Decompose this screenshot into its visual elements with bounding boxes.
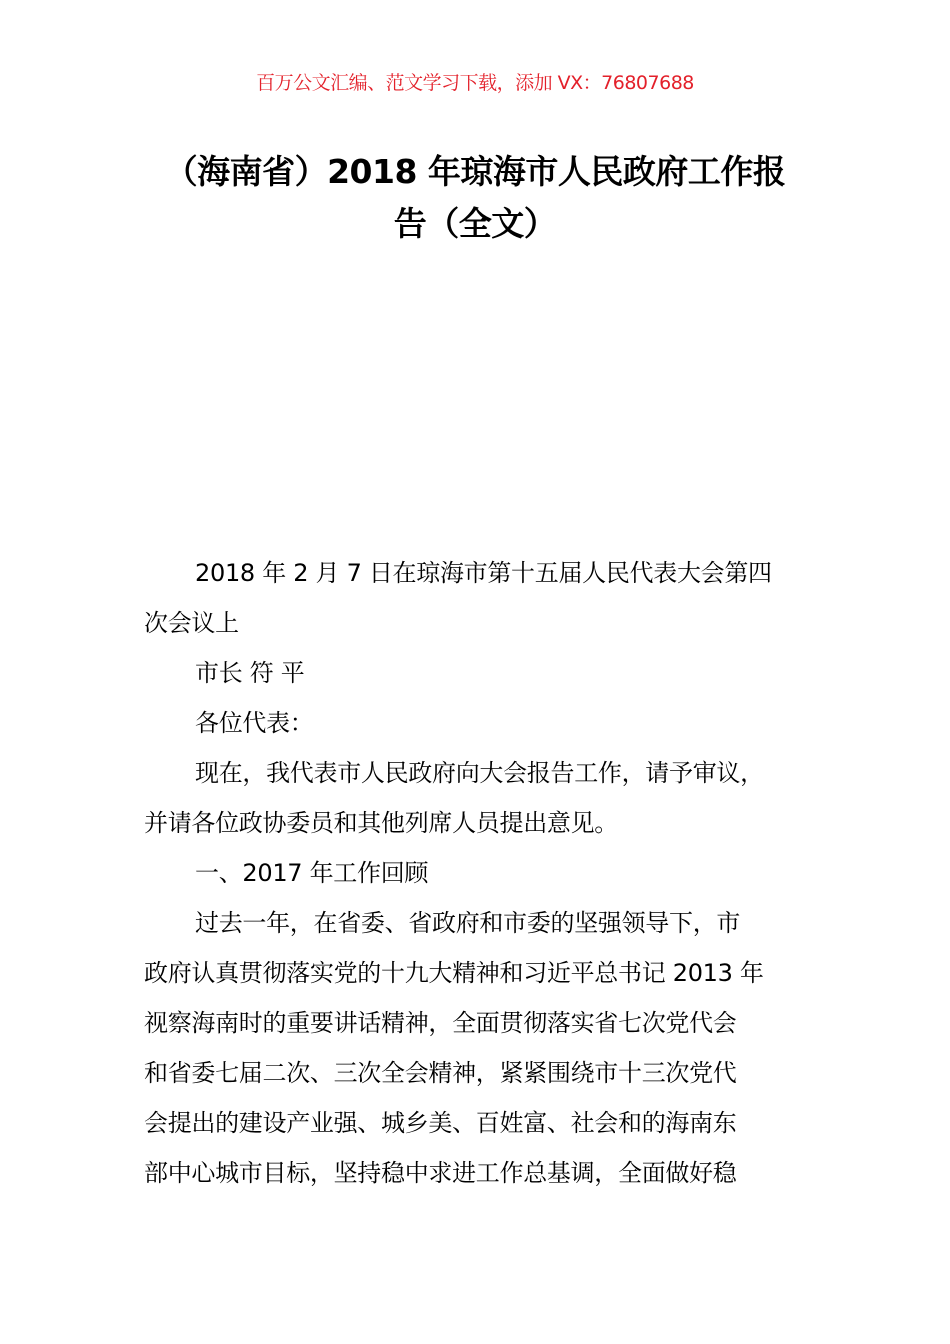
body-text-line: 并请各位政协委员和其他列席人员提出意见。 [144,809,618,837]
body-text-line: 次会议上 [144,609,239,637]
body-text-line: 市长 符 平 [195,659,305,687]
body-text-line: 现在，我代表市人民政府向大会报告工作，请予审议， [195,759,764,787]
watermark-header: 百万公文汇编、范文学习下载，添加 VX：76807688 [256,72,694,94]
body-text-line: 政府认真贯彻落实党的十九大精神和习近平总书记 2013 年 [144,959,764,987]
body-text-line: 2018 年 2 月 7 日在琼海市第十五届人民代表大会第四 [195,559,772,587]
document-title [0,146,950,250]
body-text-line: 部中心城市目标，坚持稳中求进工作总基调，全面做好稳 [144,1159,737,1187]
title-line-1: （海南省）2018 年琼海市人民政府工作报 [164,152,786,191]
body-text-line: 过去一年，在省委、省政府和市委的坚强领导下，市 [195,909,741,937]
document-body [144,548,844,1198]
body-text-line: 一、2017 年工作回顾 [195,859,429,887]
title-line-2: 告（全文） [393,204,557,243]
body-text-line: 各位代表： [195,709,314,737]
body-text-line: 会提出的建设产业强、城乡美、百姓富、社会和的海南东 [144,1109,737,1137]
body-text-line: 视察海南时的重要讲话精神，全面贯彻落实省七次党代会 [144,1009,737,1037]
body-text-line: 和省委七届二次、三次全会精神，紧紧围绕市十三次党代 [144,1059,737,1087]
